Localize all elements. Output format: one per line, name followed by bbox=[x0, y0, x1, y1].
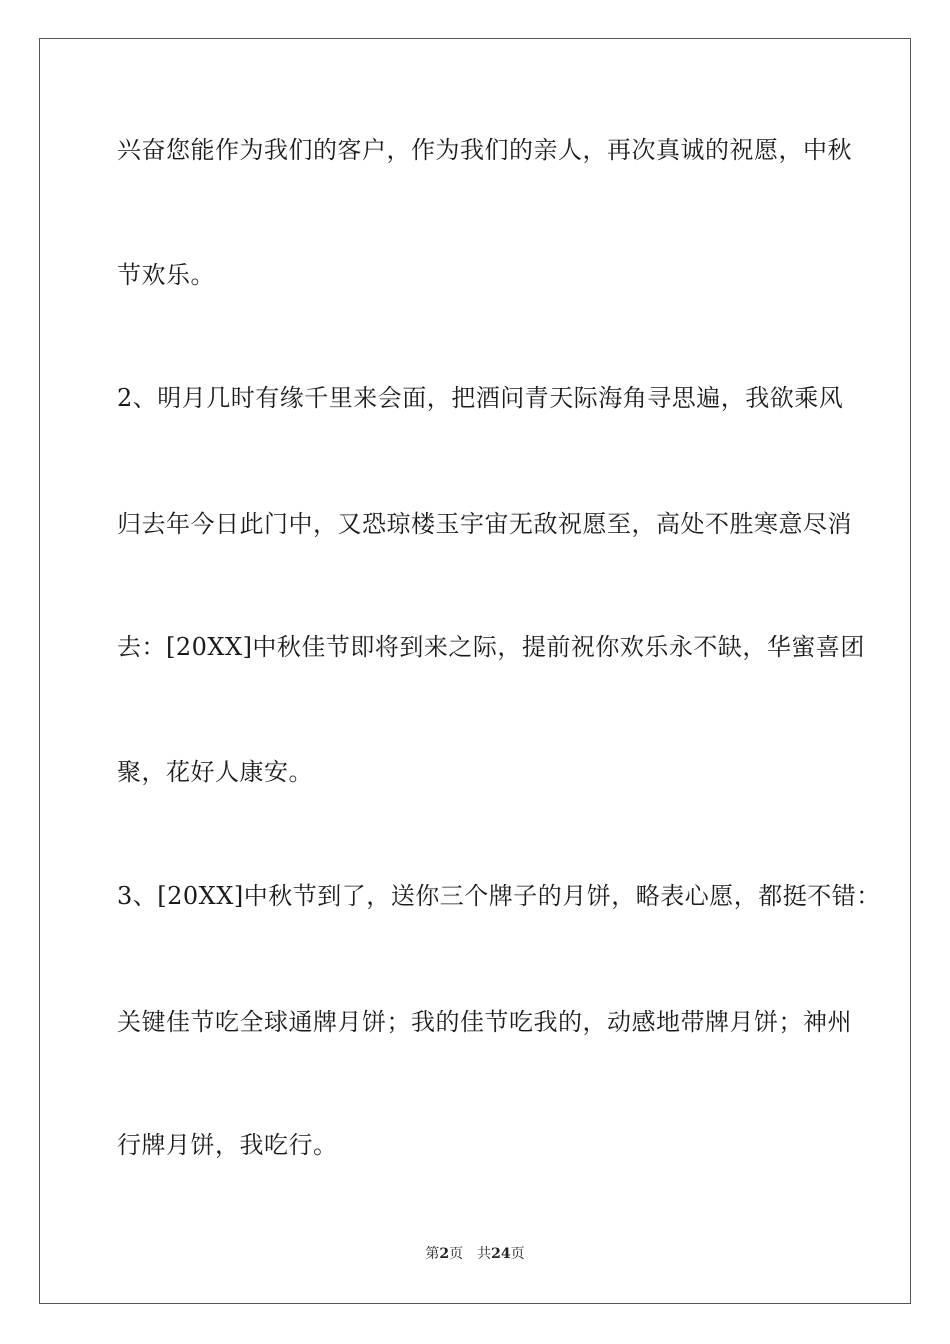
body-text-line: 关键佳节吃全球通牌月饼；我的佳节吃我的，动感地带牌月饼；神州 bbox=[117, 1008, 852, 1036]
body-text-line: 归去年今日此门中，又恐琼楼玉宇宙无敌祝愿至，高处不胜寒意尽消 bbox=[117, 510, 852, 538]
body-text-line: 节欢乐。 bbox=[117, 261, 215, 289]
body-text-line: 2、明月几时有缘千里来会面，把酒问青天际海角寻思遍，我欲乘风 bbox=[117, 384, 844, 412]
body-text-line: 兴奋您能作为我们的客户，作为我们的亲人，再次真诚的祝愿，中秋 bbox=[117, 136, 852, 164]
body-text-line: 3、[20XX]中秋节到了，送你三个牌子的月饼，略表心愿，都挺不错： bbox=[117, 882, 881, 910]
page-number: 2 bbox=[439, 1246, 450, 1262]
body-text-line: 行牌月饼，我吃行。 bbox=[117, 1131, 338, 1159]
body-text-line: 聚，花好人康安。 bbox=[117, 758, 313, 786]
page-suffix: 页 bbox=[449, 1246, 464, 1262]
total-prefix: 共 bbox=[477, 1246, 492, 1262]
total-pages: 24 bbox=[491, 1246, 511, 1262]
page-prefix: 第 bbox=[425, 1246, 440, 1262]
body-text-line: 去：[20XX]中秋佳节即将到来之际，提前祝你欢乐永不缺，华蜜喜团 bbox=[117, 633, 865, 661]
total-suffix: 页 bbox=[510, 1246, 525, 1262]
page-footer bbox=[0, 1245, 950, 1263]
page-border bbox=[39, 38, 911, 1304]
